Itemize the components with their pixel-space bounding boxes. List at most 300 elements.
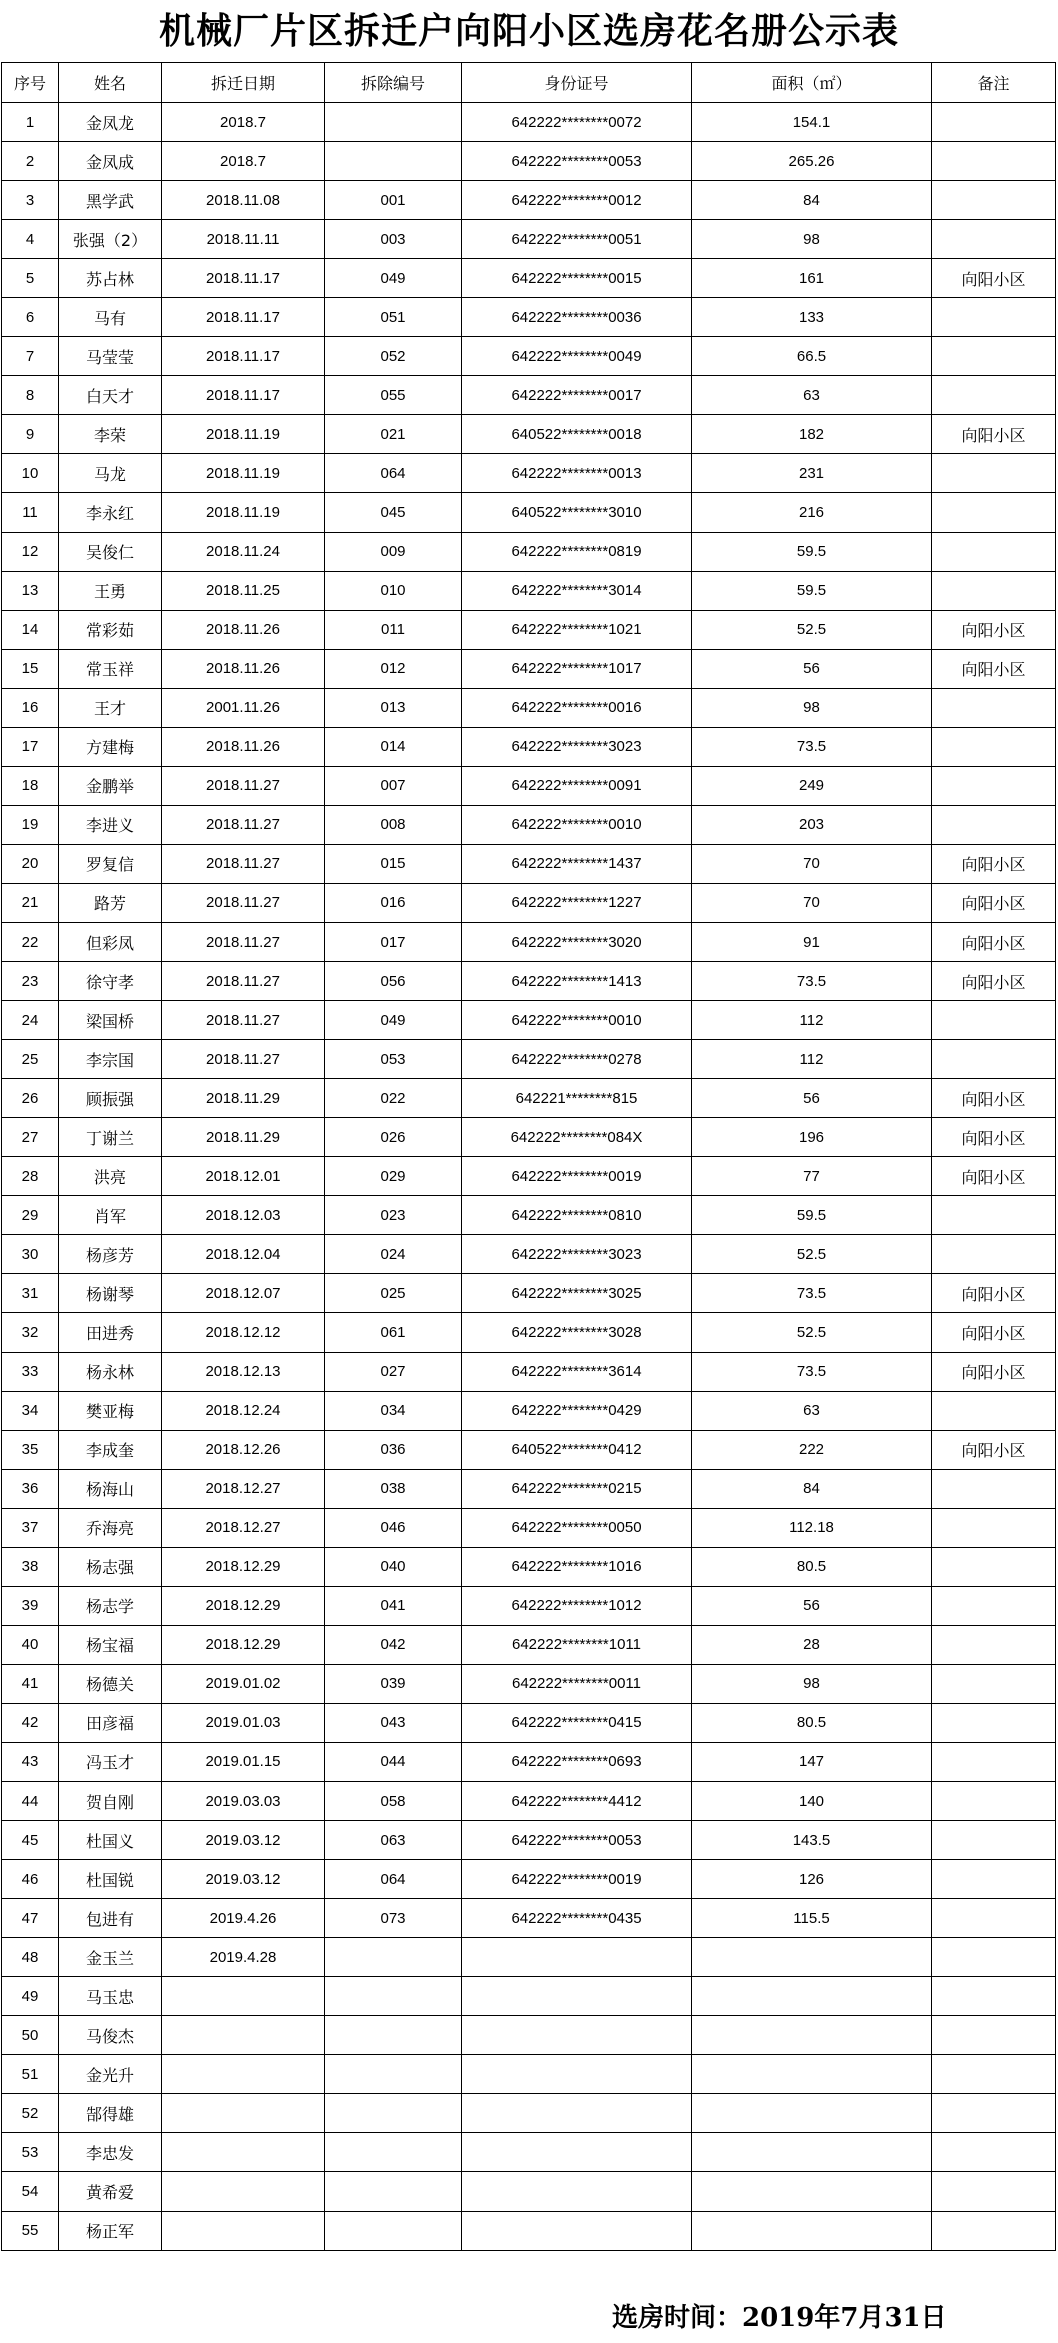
cell-id-number: 640522********0018 bbox=[462, 415, 692, 454]
cell-remarks: 向阳小区 bbox=[932, 1430, 1056, 1469]
cell-index: 22 bbox=[2, 922, 59, 961]
cell-demolition-number: 064 bbox=[325, 1860, 462, 1899]
cell-demolition-number: 007 bbox=[325, 766, 462, 805]
cell-demolition-number: 027 bbox=[325, 1352, 462, 1391]
cell-index: 45 bbox=[2, 1821, 59, 1860]
table-row bbox=[2, 142, 1056, 181]
cell-demolition-number: 021 bbox=[325, 415, 462, 454]
cell-index: 40 bbox=[2, 1625, 59, 1664]
cell-index: 55 bbox=[2, 2211, 59, 2250]
cell-remarks: 向阳小区 bbox=[932, 1352, 1056, 1391]
cell-demolition-number: 058 bbox=[325, 1782, 462, 1821]
cell-id-number bbox=[462, 1977, 692, 2016]
cell-demolition-date bbox=[162, 2211, 325, 2250]
cell-demolition-date: 2019.01.15 bbox=[162, 1742, 325, 1781]
cell-name: 王才 bbox=[59, 688, 162, 727]
cell-index: 31 bbox=[2, 1274, 59, 1313]
cell-remarks bbox=[932, 454, 1056, 493]
cell-area: 249 bbox=[692, 766, 932, 805]
cell-area: 126 bbox=[692, 1860, 932, 1899]
cell-index: 17 bbox=[2, 727, 59, 766]
cell-id-number: 642222********3028 bbox=[462, 1313, 692, 1352]
cell-demolition-date: 2018.12.24 bbox=[162, 1391, 325, 1430]
cell-index: 53 bbox=[2, 2133, 59, 2172]
cell-demolition-date bbox=[162, 1977, 325, 2016]
cell-name: 金鹏举 bbox=[59, 766, 162, 805]
cell-name: 张强（2） bbox=[59, 220, 162, 259]
table-row bbox=[2, 571, 1056, 610]
cell-demolition-date: 2018.12.29 bbox=[162, 1625, 325, 1664]
column-header-index: 序号 bbox=[2, 63, 59, 103]
cell-id-number: 642222********1413 bbox=[462, 962, 692, 1001]
column-header-remarks: 备注 bbox=[932, 63, 1056, 103]
table-row bbox=[2, 727, 1056, 766]
cell-name: 李宗国 bbox=[59, 1040, 162, 1079]
table-row bbox=[2, 181, 1056, 220]
table-row bbox=[2, 532, 1056, 571]
cell-name: 方建梅 bbox=[59, 727, 162, 766]
cell-area: 98 bbox=[692, 688, 932, 727]
cell-demolition-number: 009 bbox=[325, 532, 462, 571]
cell-index: 8 bbox=[2, 376, 59, 415]
table-row bbox=[2, 2094, 1056, 2133]
cell-demolition-number: 041 bbox=[325, 1586, 462, 1625]
cell-demolition-date: 2018.11.27 bbox=[162, 844, 325, 883]
table-row bbox=[2, 1274, 1056, 1313]
cell-area: 80.5 bbox=[692, 1547, 932, 1586]
cell-demolition-date: 2018.11.26 bbox=[162, 610, 325, 649]
cell-demolition-date: 2018.11.25 bbox=[162, 571, 325, 610]
cell-demolition-number: 061 bbox=[325, 1313, 462, 1352]
table-row bbox=[2, 337, 1056, 376]
column-header-id-number: 身份证号 bbox=[462, 63, 692, 103]
cell-name: 冯玉才 bbox=[59, 1742, 162, 1781]
cell-remarks: 向阳小区 bbox=[932, 844, 1056, 883]
cell-demolition-number: 042 bbox=[325, 1625, 462, 1664]
cell-demolition-date: 2018.12.27 bbox=[162, 1508, 325, 1547]
table-row bbox=[2, 1469, 1056, 1508]
cell-remarks bbox=[932, 376, 1056, 415]
cell-name: 金凤成 bbox=[59, 142, 162, 181]
cell-id-number: 642222********1017 bbox=[462, 649, 692, 688]
cell-id-number: 642222********0010 bbox=[462, 805, 692, 844]
cell-id-number: 642222********084X bbox=[462, 1118, 692, 1157]
cell-index: 24 bbox=[2, 1001, 59, 1040]
cell-remarks: 向阳小区 bbox=[932, 415, 1056, 454]
cell-area: 52.5 bbox=[692, 1235, 932, 1274]
table-row bbox=[2, 1977, 1056, 2016]
cell-name: 肖军 bbox=[59, 1196, 162, 1235]
cell-remarks: 向阳小区 bbox=[932, 922, 1056, 961]
table-row bbox=[2, 766, 1056, 805]
cell-demolition-number: 017 bbox=[325, 922, 462, 961]
cell-demolition-date: 2018.11.26 bbox=[162, 649, 325, 688]
cell-name: 金光升 bbox=[59, 2055, 162, 2094]
cell-id-number: 642222********0019 bbox=[462, 1860, 692, 1899]
cell-id-number: 642222********0049 bbox=[462, 337, 692, 376]
cell-demolition-number: 056 bbox=[325, 962, 462, 1001]
table-row bbox=[2, 1586, 1056, 1625]
cell-area: 91 bbox=[692, 922, 932, 961]
table-row bbox=[2, 493, 1056, 532]
cell-id-number: 642222********0693 bbox=[462, 1742, 692, 1781]
table-row bbox=[2, 1196, 1056, 1235]
cell-demolition-date: 2018.12.13 bbox=[162, 1352, 325, 1391]
cell-id-number: 642222********3023 bbox=[462, 1235, 692, 1274]
cell-demolition-number: 024 bbox=[325, 1235, 462, 1274]
cell-remarks bbox=[932, 1899, 1056, 1938]
cell-id-number: 640522********0412 bbox=[462, 1430, 692, 1469]
cell-id-number: 642222********0016 bbox=[462, 688, 692, 727]
table-row bbox=[2, 1430, 1056, 1469]
cell-name: 杨志学 bbox=[59, 1586, 162, 1625]
cell-demolition-date: 2018.12.07 bbox=[162, 1274, 325, 1313]
cell-demolition-number: 039 bbox=[325, 1664, 462, 1703]
cell-remarks bbox=[932, 766, 1056, 805]
cell-area: 73.5 bbox=[692, 727, 932, 766]
cell-id-number: 642222********0019 bbox=[462, 1157, 692, 1196]
cell-demolition-date: 2018.11.27 bbox=[162, 1040, 325, 1079]
cell-id-number: 642222********0429 bbox=[462, 1391, 692, 1430]
cell-remarks bbox=[932, 1664, 1056, 1703]
table-row bbox=[2, 1040, 1056, 1079]
cell-id-number: 642222********0010 bbox=[462, 1001, 692, 1040]
cell-remarks: 向阳小区 bbox=[932, 259, 1056, 298]
cell-id-number: 642222********0012 bbox=[462, 181, 692, 220]
cell-demolition-number: 008 bbox=[325, 805, 462, 844]
cell-demolition-number bbox=[325, 2055, 462, 2094]
cell-name: 李成奎 bbox=[59, 1430, 162, 1469]
cell-name: 田彦福 bbox=[59, 1703, 162, 1742]
cell-name: 杨德关 bbox=[59, 1664, 162, 1703]
cell-remarks bbox=[932, 493, 1056, 532]
cell-index: 25 bbox=[2, 1040, 59, 1079]
cell-area: 133 bbox=[692, 298, 932, 337]
cell-name: 杨永林 bbox=[59, 1352, 162, 1391]
cell-demolition-date: 2019.4.26 bbox=[162, 1899, 325, 1938]
cell-demolition-number bbox=[325, 1938, 462, 1977]
table-row bbox=[2, 2133, 1056, 2172]
cell-demolition-number: 044 bbox=[325, 1742, 462, 1781]
table-row bbox=[2, 1899, 1056, 1938]
cell-index: 11 bbox=[2, 493, 59, 532]
table-row bbox=[2, 1001, 1056, 1040]
cell-name: 王勇 bbox=[59, 571, 162, 610]
cell-id-number bbox=[462, 2211, 692, 2250]
cell-remarks bbox=[932, 142, 1056, 181]
cell-demolition-date: 2018.11.17 bbox=[162, 376, 325, 415]
cell-id-number: 642222********0415 bbox=[462, 1703, 692, 1742]
cell-id-number bbox=[462, 2055, 692, 2094]
cell-name: 杨志强 bbox=[59, 1547, 162, 1586]
cell-demolition-number: 038 bbox=[325, 1469, 462, 1508]
cell-remarks bbox=[932, 1977, 1056, 2016]
cell-index: 9 bbox=[2, 415, 59, 454]
cell-demolition-date: 2019.4.28 bbox=[162, 1938, 325, 1977]
cell-remarks bbox=[932, 1938, 1056, 1977]
cell-demolition-number: 051 bbox=[325, 298, 462, 337]
cell-id-number: 640522********3010 bbox=[462, 493, 692, 532]
cell-demolition-date: 2018.11.17 bbox=[162, 298, 325, 337]
cell-index: 18 bbox=[2, 766, 59, 805]
cell-id-number: 642222********0435 bbox=[462, 1899, 692, 1938]
cell-index: 39 bbox=[2, 1586, 59, 1625]
cell-demolition-date: 2019.01.03 bbox=[162, 1703, 325, 1742]
cell-area bbox=[692, 2211, 932, 2250]
table-row bbox=[2, 649, 1056, 688]
cell-id-number: 642222********0053 bbox=[462, 1821, 692, 1860]
table-row bbox=[2, 220, 1056, 259]
table-row bbox=[2, 2172, 1056, 2211]
cell-remarks bbox=[932, 1001, 1056, 1040]
cell-area: 84 bbox=[692, 1469, 932, 1508]
table-row bbox=[2, 883, 1056, 922]
cell-area: 56 bbox=[692, 1079, 932, 1118]
cell-index: 36 bbox=[2, 1469, 59, 1508]
cell-area: 222 bbox=[692, 1430, 932, 1469]
cell-name: 黄希爱 bbox=[59, 2172, 162, 2211]
cell-id-number: 642222********1012 bbox=[462, 1586, 692, 1625]
cell-index: 44 bbox=[2, 1782, 59, 1821]
table-row bbox=[2, 1352, 1056, 1391]
table-row bbox=[2, 1235, 1056, 1274]
cell-demolition-date bbox=[162, 2094, 325, 2133]
cell-index: 2 bbox=[2, 142, 59, 181]
cell-demolition-number bbox=[325, 142, 462, 181]
cell-area: 73.5 bbox=[692, 1274, 932, 1313]
column-header-demolition-number: 拆除编号 bbox=[325, 63, 462, 103]
cell-name: 白天才 bbox=[59, 376, 162, 415]
cell-area: 231 bbox=[692, 454, 932, 493]
cell-name: 梁国桥 bbox=[59, 1001, 162, 1040]
cell-id-number: 642222********1021 bbox=[462, 610, 692, 649]
table-row bbox=[2, 688, 1056, 727]
cell-index: 42 bbox=[2, 1703, 59, 1742]
cell-name: 洪亮 bbox=[59, 1157, 162, 1196]
column-header-area: 面积（㎡） bbox=[692, 63, 932, 103]
table-row bbox=[2, 1157, 1056, 1196]
cell-id-number: 642222********3014 bbox=[462, 571, 692, 610]
cell-remarks bbox=[932, 805, 1056, 844]
cell-remarks bbox=[932, 1742, 1056, 1781]
cell-demolition-date: 2018.11.27 bbox=[162, 922, 325, 961]
table-row bbox=[2, 922, 1056, 961]
table-row bbox=[2, 298, 1056, 337]
cell-demolition-number: 011 bbox=[325, 610, 462, 649]
table-row bbox=[2, 1313, 1056, 1352]
cell-name: 乔海亮 bbox=[59, 1508, 162, 1547]
cell-name: 杨宝福 bbox=[59, 1625, 162, 1664]
cell-demolition-date: 2018.11.27 bbox=[162, 883, 325, 922]
cell-index: 14 bbox=[2, 610, 59, 649]
cell-index: 29 bbox=[2, 1196, 59, 1235]
cell-remarks bbox=[932, 1235, 1056, 1274]
cell-demolition-number: 063 bbox=[325, 1821, 462, 1860]
cell-remarks bbox=[932, 1703, 1056, 1742]
cell-id-number: 642222********0017 bbox=[462, 376, 692, 415]
cell-area: 70 bbox=[692, 844, 932, 883]
cell-index: 7 bbox=[2, 337, 59, 376]
table-row bbox=[2, 454, 1056, 493]
cell-demolition-date: 2018.11.26 bbox=[162, 727, 325, 766]
cell-demolition-number bbox=[325, 2016, 462, 2055]
cell-area: 73.5 bbox=[692, 1352, 932, 1391]
cell-area bbox=[692, 1938, 932, 1977]
cell-index: 43 bbox=[2, 1742, 59, 1781]
cell-name: 田进秀 bbox=[59, 1313, 162, 1352]
table-row bbox=[2, 1938, 1056, 1977]
table-row bbox=[2, 259, 1056, 298]
cell-remarks bbox=[932, 1391, 1056, 1430]
table-row bbox=[2, 1860, 1056, 1899]
cell-area: 52.5 bbox=[692, 610, 932, 649]
cell-area bbox=[692, 2055, 932, 2094]
cell-area bbox=[692, 2133, 932, 2172]
column-header-name: 姓名 bbox=[59, 63, 162, 103]
cell-area: 98 bbox=[692, 1664, 932, 1703]
cell-index: 16 bbox=[2, 688, 59, 727]
cell-id-number: 642222********3020 bbox=[462, 922, 692, 961]
cell-id-number: 642222********0013 bbox=[462, 454, 692, 493]
cell-area: 112.18 bbox=[692, 1508, 932, 1547]
cell-demolition-date: 2018.12.27 bbox=[162, 1469, 325, 1508]
cell-area: 140 bbox=[692, 1782, 932, 1821]
cell-area: 63 bbox=[692, 376, 932, 415]
cell-remarks bbox=[932, 1469, 1056, 1508]
cell-id-number: 642222********0278 bbox=[462, 1040, 692, 1079]
cell-remarks bbox=[932, 2055, 1056, 2094]
cell-id-number: 642222********0011 bbox=[462, 1664, 692, 1703]
table-row bbox=[2, 844, 1056, 883]
cell-demolition-date: 2018.12.03 bbox=[162, 1196, 325, 1235]
cell-area: 154.1 bbox=[692, 103, 932, 142]
cell-area: 63 bbox=[692, 1391, 932, 1430]
cell-index: 10 bbox=[2, 454, 59, 493]
cell-remarks bbox=[932, 298, 1056, 337]
cell-area bbox=[692, 1977, 932, 2016]
cell-index: 38 bbox=[2, 1547, 59, 1586]
cell-id-number: 642222********3023 bbox=[462, 727, 692, 766]
cell-demolition-date: 2019.01.02 bbox=[162, 1664, 325, 1703]
cell-area: 216 bbox=[692, 493, 932, 532]
cell-name: 杨海山 bbox=[59, 1469, 162, 1508]
cell-area: 203 bbox=[692, 805, 932, 844]
cell-demolition-date: 2018.11.27 bbox=[162, 805, 325, 844]
cell-demolition-number: 014 bbox=[325, 727, 462, 766]
table-row bbox=[2, 103, 1056, 142]
cell-name: 贺自刚 bbox=[59, 1782, 162, 1821]
cell-remarks bbox=[932, 337, 1056, 376]
cell-demolition-date: 2018.11.27 bbox=[162, 962, 325, 1001]
cell-demolition-number: 023 bbox=[325, 1196, 462, 1235]
cell-id-number bbox=[462, 2094, 692, 2133]
table-row bbox=[2, 1079, 1056, 1118]
cell-demolition-date: 2019.03.12 bbox=[162, 1860, 325, 1899]
cell-demolition-number: 010 bbox=[325, 571, 462, 610]
table-row bbox=[2, 610, 1056, 649]
cell-remarks bbox=[932, 103, 1056, 142]
cell-area: 59.5 bbox=[692, 571, 932, 610]
cell-area bbox=[692, 2094, 932, 2133]
cell-remarks: 向阳小区 bbox=[932, 649, 1056, 688]
cell-demolition-number bbox=[325, 2172, 462, 2211]
cell-area: 143.5 bbox=[692, 1821, 932, 1860]
cell-demolition-date: 2018.12.01 bbox=[162, 1157, 325, 1196]
cell-index: 23 bbox=[2, 962, 59, 1001]
cell-area: 56 bbox=[692, 649, 932, 688]
cell-name: 杨谢琴 bbox=[59, 1274, 162, 1313]
cell-area: 182 bbox=[692, 415, 932, 454]
cell-index: 4 bbox=[2, 220, 59, 259]
cell-remarks bbox=[932, 1782, 1056, 1821]
cell-demolition-date: 2018.12.29 bbox=[162, 1547, 325, 1586]
cell-remarks bbox=[932, 1196, 1056, 1235]
table-row bbox=[2, 805, 1056, 844]
cell-id-number: 642221********815 bbox=[462, 1079, 692, 1118]
column-header-demolition-date: 拆迁日期 bbox=[162, 63, 325, 103]
cell-remarks: 向阳小区 bbox=[932, 1079, 1056, 1118]
cell-name: 马莹莹 bbox=[59, 337, 162, 376]
cell-name: 杨正军 bbox=[59, 2211, 162, 2250]
cell-demolition-number: 015 bbox=[325, 844, 462, 883]
cell-id-number: 642222********0810 bbox=[462, 1196, 692, 1235]
cell-index: 28 bbox=[2, 1157, 59, 1196]
cell-demolition-number: 049 bbox=[325, 259, 462, 298]
cell-remarks bbox=[932, 220, 1056, 259]
cell-demolition-date: 2018.12.04 bbox=[162, 1235, 325, 1274]
selection-date-note: 选房时间：2019年7月31日 bbox=[612, 2303, 947, 2333]
cell-demolition-date bbox=[162, 2055, 325, 2094]
cell-demolition-number: 013 bbox=[325, 688, 462, 727]
cell-id-number: 642222********1227 bbox=[462, 883, 692, 922]
cell-demolition-number bbox=[325, 103, 462, 142]
cell-remarks bbox=[932, 2016, 1056, 2055]
cell-demolition-date: 2018.11.19 bbox=[162, 493, 325, 532]
cell-demolition-date: 2018.11.19 bbox=[162, 415, 325, 454]
cell-id-number: 642222********1011 bbox=[462, 1625, 692, 1664]
cell-demolition-number bbox=[325, 2094, 462, 2133]
cell-remarks: 向阳小区 bbox=[932, 1274, 1056, 1313]
cell-demolition-date: 2018.7 bbox=[162, 103, 325, 142]
cell-demolition-number: 064 bbox=[325, 454, 462, 493]
table-row bbox=[2, 962, 1056, 1001]
cell-demolition-date: 2019.03.03 bbox=[162, 1782, 325, 1821]
table-row bbox=[2, 1508, 1056, 1547]
cell-demolition-number: 043 bbox=[325, 1703, 462, 1742]
cell-demolition-number bbox=[325, 2133, 462, 2172]
cell-demolition-number: 026 bbox=[325, 1118, 462, 1157]
cell-demolition-number: 053 bbox=[325, 1040, 462, 1079]
cell-name: 丁谢兰 bbox=[59, 1118, 162, 1157]
cell-demolition-number bbox=[325, 2211, 462, 2250]
cell-demolition-date: 2018.12.12 bbox=[162, 1313, 325, 1352]
cell-remarks bbox=[932, 1508, 1056, 1547]
cell-id-number: 642222********0051 bbox=[462, 220, 692, 259]
table-row bbox=[2, 1742, 1056, 1781]
cell-id-number: 642222********0050 bbox=[462, 1508, 692, 1547]
cell-id-number: 642222********1016 bbox=[462, 1547, 692, 1586]
cell-index: 21 bbox=[2, 883, 59, 922]
cell-id-number: 642222********1437 bbox=[462, 844, 692, 883]
cell-index: 3 bbox=[2, 181, 59, 220]
cell-demolition-date bbox=[162, 2172, 325, 2211]
cell-area: 52.5 bbox=[692, 1313, 932, 1352]
cell-remarks bbox=[932, 1040, 1056, 1079]
cell-name: 金玉兰 bbox=[59, 1938, 162, 1977]
cell-demolition-date: 2018.11.11 bbox=[162, 220, 325, 259]
cell-index: 48 bbox=[2, 1938, 59, 1977]
cell-remarks: 向阳小区 bbox=[932, 1157, 1056, 1196]
